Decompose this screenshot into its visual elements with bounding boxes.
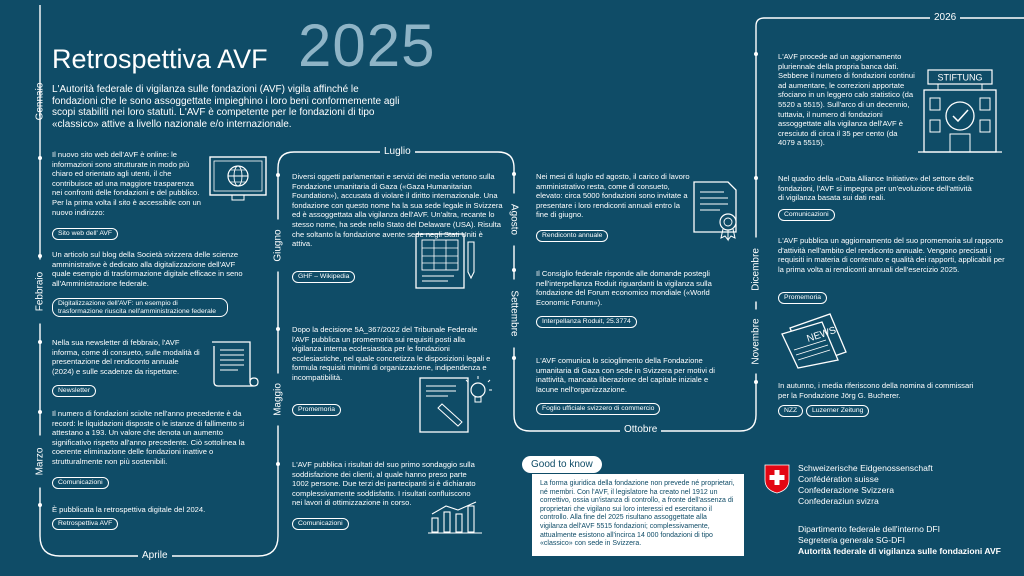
event-text: Nei mesi di luglio ed agosto, il carico di lavoro amministrativo resta, come di consueto, elevato: circa 5000 fondazioni sono invitate a presentare i loro rendiconti annuali entro la fine di giugno. — [536, 172, 690, 220]
link-tag[interactable]: Interpellanza Roduit, 25.3774 — [536, 316, 637, 328]
month-marzo: Marzo — [35, 436, 46, 488]
timeline-dot — [754, 176, 758, 180]
timeline-dot — [276, 173, 280, 177]
link-tag[interactable]: Comunicazioni — [778, 209, 835, 221]
confed-name — [798, 463, 933, 507]
link-tag[interactable]: Comunicazioni — [52, 477, 109, 489]
month-aprile: Aprile — [138, 550, 172, 561]
event-text: In autunno, i media riferiscono della nomina di commissari per la Fondazione Jörg G. Bucherer. — [778, 381, 974, 400]
timeline-dot — [38, 254, 42, 258]
link-tag[interactable]: Promemoria — [292, 404, 341, 416]
swiss-shield-icon — [764, 464, 790, 494]
timeline-dot — [754, 52, 758, 56]
timeline-dot — [276, 327, 280, 331]
month-luglio: Luglio — [380, 146, 415, 157]
month-novembre: Novembre — [751, 310, 762, 374]
confed-rm: Confederaziun svizra — [798, 496, 879, 506]
event-text: Il Consiglio federale risponde alle domande postegli nell'interpellanza Roduit riguardanti la vigilanza sulla fondazione del Forum economico mondiale («World Economic Forum»). — [536, 269, 712, 307]
newspaper-icon — [780, 312, 856, 370]
document-table-icon — [414, 232, 480, 290]
good-to-know-label: Good to know — [522, 456, 602, 473]
event-text: Il numero di fondazioni sciolte nell'anno precedente è da record: le liquidazioni disposte o le istanze di fallimento si attestano a 193. Un valore che denota un aumento significativo rispetto all'anno precedente. Ciò sottolinea la coerente eliminazione delle fondazioni inattive o strutturalmente non più sostenibili. — [52, 409, 245, 466]
event-text: L'AVF comunica lo scioglimento della Fondazione umanitaria di Gaza con sede in Svizzera per motivi di inattività, mancata liberazione del capitale iniziale e lacune nell'organizzazione. — [536, 356, 715, 394]
month-ottobre: Ottobre — [620, 424, 661, 435]
link-tag[interactable]: Comunicazioni — [292, 518, 349, 530]
event-text: L'AVF procede ad un aggiornamento pluriennale della propria banca dati. Sebbene il numero di fondazioni continui ad aumentare, le correzioni apportate sfociano in un leggero calo statistico (da 5520 a 5515). Sull'arco di un decennio, tuttavia, il numero di fondazioni assoggettate alla vigilanza dell'AVF è cresciuto di circa il 35 per cento (da 4079 a 5515). — [778, 52, 915, 148]
month-agosto: Agosto — [509, 194, 520, 246]
timeline-dot — [38, 503, 42, 507]
page-title: Retrospettiva AVF — [52, 44, 268, 74]
page-year: 2025 — [298, 12, 436, 79]
sg-name: Segreteria generale SG-DFI — [798, 535, 905, 545]
good-to-know-box: La forma giuridica della fondazione non prevede né proprietari, né membri. Con l'AVF, il legislatore ha creato nel 1912 un correttivo, ossia un'istanza di controllo, a fronte dell'assenza di proprietari che vigilano sui loro interessi ed esercitano il controllo. Alla fine del 2025 risultano assoggettate alla vigilanza dell'AVF 5515 fondazioni; complessivamente, attualmente esistono all'incirca 14 000 fondazioni di tipo «classico» con sede in Svizzera. — [532, 474, 744, 556]
confed-it: Confederazione Svizzera — [798, 485, 895, 495]
avf-name: Autorità federale di vigilanza sulle fondazioni AVF — [798, 546, 1001, 556]
timeline-dot — [512, 268, 516, 272]
link-tag[interactable]: NZZ — [778, 405, 803, 417]
month-giugno: Giugno — [273, 220, 284, 272]
confed-de: Schweizerische Eidgenossenschaft — [798, 463, 933, 473]
stiftung-sign-text: STIFTUNG — [937, 72, 983, 83]
timeline-dot — [38, 156, 42, 160]
event-text: Nel quadro della «Data Alliance Initiative» del settore delle fondazioni, l'AVF si impegna per un'evoluzione dell'attività di vigilanza basata sui dati reali. — [778, 174, 974, 203]
month-dicembre: Dicembre — [751, 238, 762, 302]
dept-name: Dipartimento federale dell'interno DFI — [798, 524, 941, 534]
newsletter-scroll-icon — [206, 338, 262, 390]
event-text: Un articolo sul blog della Società svizzera delle scienze amministrative è dedicato alla digitalizzazione dell'AVF quale esempio di trasformazione digitale efficace in seno all'Amministrazione federale. — [52, 250, 243, 288]
event-text: È pubblicata la retrospettiva digitale del 2024. — [52, 505, 206, 514]
foundation-building-icon — [918, 68, 1002, 158]
timeline-dot — [38, 410, 42, 414]
timeline-dot — [512, 172, 516, 176]
news-sign-text: NEWS — [805, 325, 838, 345]
month-febbraio: Febbraio — [35, 260, 46, 324]
month-settembre: Settembre — [509, 280, 520, 348]
bar-chart-icon — [428, 500, 486, 534]
link-tag[interactable]: Promemoria — [778, 292, 827, 304]
link-tag[interactable]: Rendiconto annuale — [536, 230, 608, 242]
month-maggio: Maggio — [273, 374, 284, 426]
timeline-dot — [38, 340, 42, 344]
intro-text: L'Autorità federale di vigilanza sulle fondazioni (AVF) vigila affinché le fondazioni che le sono assoggettate impieghino i loro beni conformemente agli scopi stabiliti nei loro statuti. L'AVF è competente per le fondazioni di tipo «classico» attive a livello nazionale e/o internazionale. — [52, 84, 400, 130]
link-tag[interactable]: GHF – Wikipedia — [292, 271, 355, 283]
link-tag[interactable]: Foglio ufficiale svizzero di commercio — [536, 403, 660, 415]
document-lightbulb-icon — [418, 372, 498, 436]
link-tag[interactable]: Luzerner Zeitung — [806, 405, 869, 417]
admin-units — [798, 524, 1001, 557]
link-tag[interactable]: Sito web dell' AVF — [52, 228, 118, 240]
link-tag[interactable]: Retrospettiva AVF — [52, 518, 118, 530]
link-tag[interactable]: Newsletter — [52, 385, 96, 397]
month-gennaio: Gennaio — [34, 82, 46, 121]
event-text: Diversi oggetti parlamentari e servizi dei media vertono sulla Fondazione umanitaria di Gaza («Gaza Humanitarian Foundation»), accusata di violare il diritto internazionale. Una fondazione con questo nome ha la sua sede legale in Svizzera ed è assoggettata alla vigilanza dell'AVF. Un'altra, recante lo stesso nome, ha sede nello Stato del Delaware (USA). Risulta che soltanto la fondazione avente sede negli Stati Uniti è attiva. — [292, 172, 503, 249]
timeline-dot — [754, 380, 758, 384]
timeline-dot — [512, 356, 516, 360]
event-text: L'AVF pubblica un aggiornamento del suo promemoria sul rapporto d'attività nell'ambito del rendiconto annuale. Vengono precisati i requisiti in materia di contenuto e qualità dei rapporti, applicabili per la prima volta ai rendiconti annuali dell'esercizio 2025. — [778, 236, 1005, 274]
event-text: Il nuovo sito web dell'AVF è online: le informazioni sono strutturate in modo più chiaro ed orientato agli utenti, il che contribuisce ad una maggiore trasparenza nei confronti delle fondazioni e del pubblico. Per la prima volta il sito è accessibile con un nuovo indirizzo: — [52, 150, 201, 217]
confed-fr: Confédération suisse — [798, 474, 879, 484]
event-text: L'AVF pubblica i risultati del suo primo sondaggio sulla soddisfazione dei clienti, al quale hanno preso parte 1002 persone. Due terzi dei partecipanti si è dichiarato complessivamente soddisfatto. I risultati confluiscono nei lavori di ottimizzazione in corso. — [292, 460, 476, 508]
event-text: Dopo la decisione 5A_367/2022 del Tribunale Federale l'AVF pubblica un promemoria sui requisiti posti alla vigilanza interna ecclesiastica per le fondazioni ecclesiastiche, nel quale concretizza le disposizioni legali e formula requisiti minimi di organizzazione, indipendenza e incompatibilità. — [292, 325, 491, 382]
link-tag[interactable]: Digitalizzazione dell'AVF: un esempio di trasformazione riuscita nell'amministrazione federale — [52, 298, 228, 317]
monitor-globe-icon — [208, 155, 270, 203]
timeline-dot — [276, 462, 280, 466]
event-text: Nella sua newsletter di febbraio, l'AVF informa, come di consueto, sulle modalità di presentazione del rendiconto annuale (2024) e sulle scadenze da rispettare. — [52, 338, 200, 376]
year-end-label: 2026 — [930, 12, 960, 23]
certificate-icon — [692, 180, 748, 242]
